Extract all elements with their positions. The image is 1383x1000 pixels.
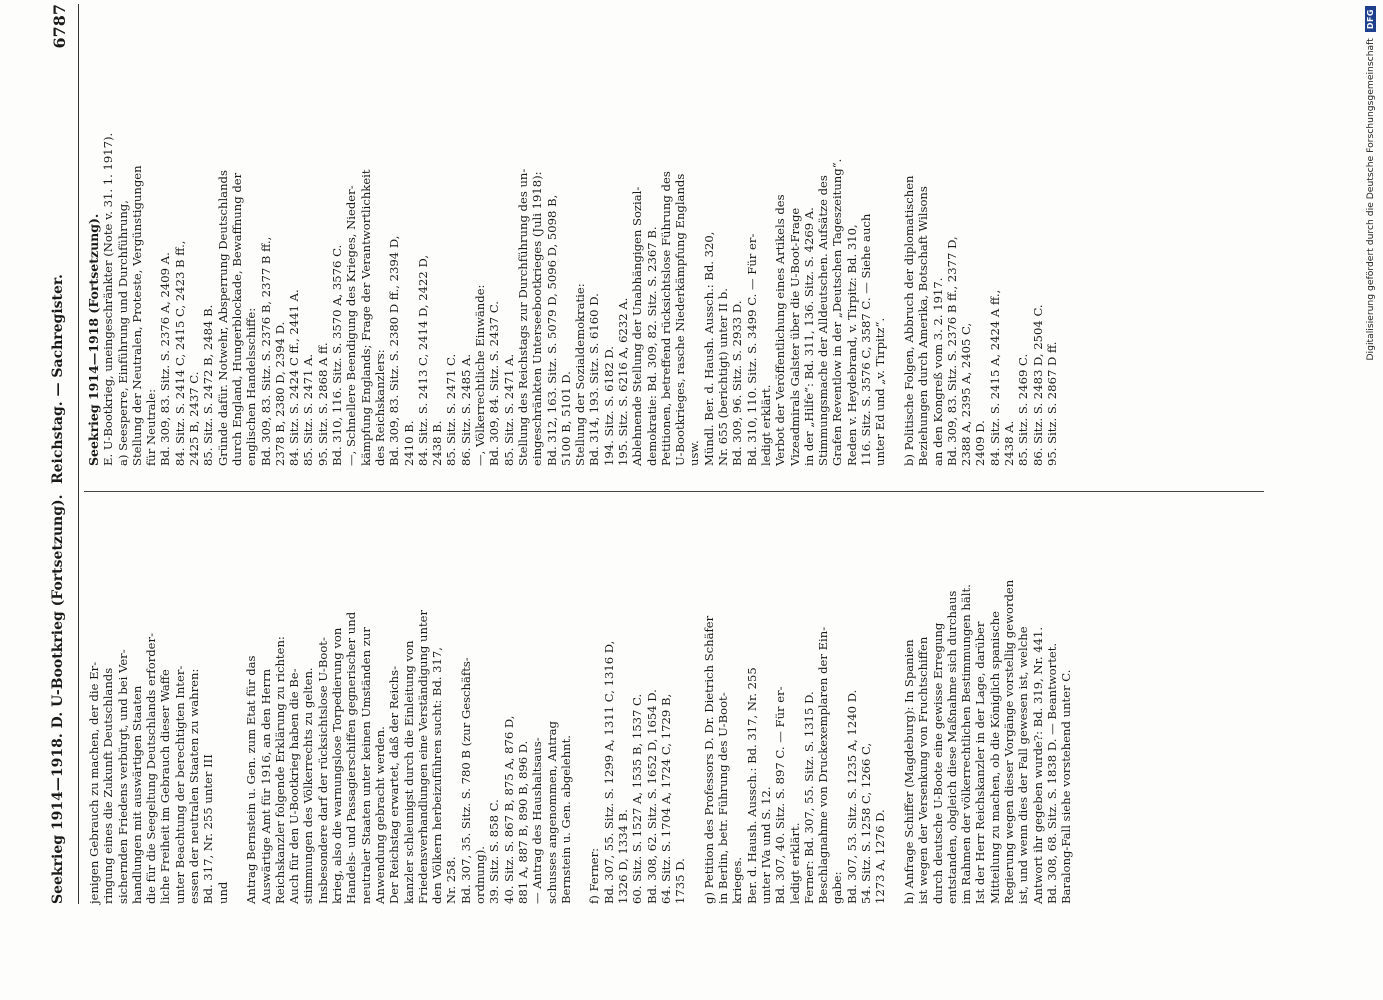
text-line: Anwendung gebracht werden. (372, 726, 387, 904)
text-line: krieges. (730, 856, 745, 904)
text-line: 2425 B, 2437 C. (187, 371, 202, 466)
text-line: Nr. 258. (444, 856, 459, 904)
text-line: Friedensverhandlungen eine Verständigung unter (415, 609, 430, 904)
text-line: eingeschränkten Unterseebootkrieges (Juli 1918): (530, 171, 545, 466)
text-line: —, Völkerrechtliche Einwände: (473, 284, 488, 466)
text-line: 881 A, 887 B, 890 B, 896 D. (515, 740, 530, 904)
text-line: Baralong-Fall siehe vorstehend unter C. (1059, 669, 1074, 904)
text-line: Mündl. Ber. d. Haush. Aussch.: Bd. 320, (701, 231, 716, 466)
text-line: Auch für den U-Bootkrieg haben die Be- (287, 668, 302, 904)
text-line: durch deutsche U-Boote eine gewisse Erregung (930, 622, 945, 904)
text-line: ledigt erklärt. (787, 822, 802, 904)
text-line: Bd. 312, 163. Sitz. S. 5079 D, 5096 D, 5098 B, (544, 194, 559, 466)
text-line: 2409 D. (973, 420, 988, 466)
text-line: 2378 B, 2380 D, 2394 D. (272, 321, 287, 466)
left-column (87, 464, 1073, 904)
text-line: 85. Sitz. S. 2471 A. (301, 353, 316, 466)
text-line: 84. Sitz. S. 2414 C, 2415 C, 2423 B ff., (172, 240, 187, 466)
text-line: 84. Sitz. S. 2413 C, 2414 D, 2422 D, (415, 254, 430, 466)
text-line: E. U-Bootkrieg, uneingeschränkter (Note v. 31. 1. 1917). (101, 132, 116, 466)
text-line: Bd. 309, 83. Sitz. S. 2376 B ff., 2377 D, (944, 236, 959, 466)
text-line: 54. Sitz. S. 1258 C, 1266 C, (859, 742, 874, 904)
text-line: 64. Sitz. S. 1704 A, 1724 C, 1729 B, (658, 693, 673, 904)
text-line: Auswärtige Amt für 1916, an den Herrn (258, 668, 273, 904)
text-line: in Berlin, betr. Führung des U-Boot- (716, 692, 731, 904)
text-line (888, 464, 902, 904)
text-line: usw. (687, 440, 702, 466)
text-line: englischen Handelsschiffe: (244, 307, 259, 466)
text-line: für Neutrale: (144, 388, 159, 466)
text-line: 194. Sitz. S. 6182 D. (601, 346, 616, 466)
text-line: 2388 A, 2395 A, 2405 C, (959, 322, 974, 466)
text-line: 60. Sitz. S. 1527 A, 1535 B, 1537 C. (630, 693, 645, 904)
text-line: Bd. 308, 68. Sitz. S. 1838 D. — Beantwortet. (1044, 642, 1059, 904)
header-left: Seekrieg 1914—1918. D. U-Bootkrieg (Fortsetzung). (50, 494, 66, 904)
text-line: Seekrieg 1914—1918 (Fortsetzung). (86, 213, 101, 466)
text-line: ledigt erklärt. (758, 384, 773, 466)
text-line: essen der neutralen Staaten zu wahren: (187, 668, 202, 904)
text-line: Vizeadmirals Galster über die U-Boot-Frage (787, 207, 802, 466)
text-line: in der „Hilfe“: Bd. 311, 136. Sitz. S. 4269 A. (801, 207, 816, 466)
text-line: Verbot der Veröffentlichung eines Artikels des (773, 194, 788, 466)
text-line: an den Kongreß vom 3. 2. 1917. (930, 277, 945, 466)
text-line: 95. Sitz. S. 2867 D ff. (1044, 341, 1059, 466)
text-line: 2410 B. (401, 420, 416, 466)
text-line: demokratie: Bd. 309, 82. Sitz. S. 2367 B. (644, 226, 659, 466)
text-line: 1735 D. (673, 858, 688, 904)
text-line: schusses angenommen, Antrag (544, 721, 559, 904)
text-line: f) Ferner: (587, 847, 602, 904)
text-line: Bd. 310, 116. Sitz. S. 3570 A, 3576 C. (330, 244, 345, 466)
text-line: 95. Sitz. S. 2868 A ff. (315, 342, 330, 466)
text-line (230, 464, 244, 904)
text-line: Reichskanzler folgende Erklärung zu richten: (272, 636, 287, 904)
text-line: den Völkern herbeizuführen sucht: Bd. 317, (430, 647, 445, 904)
text-line: 84. Sitz. S. 2415 A, 2424 A ff., (987, 289, 1002, 466)
text-line (573, 464, 587, 904)
text-line: b) Politische Folgen, Abbruch der diplomatischen (901, 175, 916, 466)
text-line: Grafen Reventlow in der „Deutschen Tageszeitung“. (830, 158, 845, 466)
text-line: Bd. 309, 83. Sitz. S. 2376 B, 2377 B ff., (258, 236, 273, 466)
text-line: entstanden, obgleich diese Maßnahme sich durchaus (944, 590, 959, 904)
text-line: handlungen mit auswärtigen Staaten (129, 685, 144, 904)
text-line: g) Petition des Professors D. Dr. Dietrich Schäfer (701, 615, 716, 904)
text-line: sichernden Friedens verbürgt, und bei Ver- (115, 649, 130, 904)
text-line (888, 26, 902, 466)
text-line: Bd. 314, 193. Sitz. S. 6160 D. (587, 293, 602, 466)
text-line: Nr. 655 (berichtigt) unter II b. (716, 288, 731, 466)
text-line: Stimmungsmache der Alldeutschen. Aufsätze des (816, 175, 831, 466)
running-header (50, 4, 74, 904)
text-line: Bd. 307, 55. Sitz. S. 1299 A, 1311 C, 1316 D, (601, 640, 616, 904)
text-line: Mitteilung zu machen, ob die Königlich spanische (987, 610, 1002, 904)
text-line: jenigen Gebrauch zu machen, der die Er- (87, 661, 101, 904)
text-line: krieg, also die warnungslose Torpedierung von (330, 627, 345, 904)
text-line: Bd. 307, 53. Sitz. S. 1235 A, 1240 D. (844, 689, 859, 904)
text-line: im Rahmen der völkerrechtlichen Bestimmungen hält. (959, 584, 974, 904)
text-line: und (215, 881, 230, 904)
text-line: 1326 D, 1334 B. (615, 809, 630, 904)
text-line: kämpfung Englands; Frage der Verantwortlichkeit (358, 169, 373, 466)
text-line: Antrag Bernstein u. Gen. zum Etat für das (244, 655, 259, 904)
text-line: 39. Sitz. S. 858 C. (487, 799, 502, 904)
digitization-stamp (1359, 6, 1381, 994)
text-line: Bernstein u. Gen. abgelehnt. (558, 735, 573, 904)
text-line: Bd. 310, 110. Sitz. S. 3499 C. — Für er- (744, 233, 759, 466)
text-line: Bd. 317, Nr. 255 unter III (201, 754, 216, 904)
text-line: ringung eines die Zukunft Deutschlands (101, 667, 116, 904)
text-line (687, 464, 701, 904)
text-line: Stellung der Neutralen, Proteste, Vergünstigungen (129, 165, 144, 466)
text-line: Bd. 307, 40. Sitz. S. 897 C. — Für er- (773, 686, 788, 904)
text-line: Bd. 309, 83. Sitz. S. 2376 A, 2409 A. (158, 252, 173, 466)
text-line: 195. Sitz. S. 6216 A, 6232 A. (615, 297, 630, 466)
text-line: Beziehungen durch Amerika, Botschaft Wilsons (916, 186, 931, 466)
text-line: Insbesondere darf der rücksichtslose U-Boot- (315, 637, 330, 904)
header-center: Reichstag. — Sachregister. (50, 274, 66, 484)
dfg-logo-icon: DFG (1365, 6, 1376, 32)
text-line: Bd. 309, 84. Sitz. S. 2437 C. (487, 301, 502, 466)
text-line: h) Anfrage Schiffer (Magdeburg): In Spanien (901, 639, 916, 904)
text-line: 1273 A, 1276 D. (873, 809, 888, 904)
text-line: 85. Sitz. S. 2471 C. (444, 353, 459, 466)
text-line: U-Bootkrieges, rasche Niederkämpfung Englands (673, 173, 688, 466)
text-line: durch England, Hungerblockade, Bewaffnung der (229, 172, 244, 466)
text-line: Ist der Herr Reichskanzler in der Lage, darüber (973, 621, 988, 904)
text-line: Ferner: Bd. 307, 55. Sitz. S. 1315 D. (801, 691, 816, 904)
text-line: die für die Seegeltung Deutschlands erforder- (144, 633, 159, 904)
text-line: Stellung des Reichstags zur Durchführung des un- (515, 168, 530, 466)
text-line: a) Seesperre, Einführung und Durchführung, (115, 200, 130, 466)
text-line: Bd. 308, 62. Sitz. S. 1652 D, 1654 D. (644, 689, 659, 904)
text-line: Bd. 309, 83. Sitz. S. 2380 D ff., 2394 D, (387, 235, 402, 466)
text-line: Petitionen, betreffend rücksichtslose Führung des (658, 171, 673, 466)
text-line: unter Ed und „v. Tirpitz“. (873, 317, 888, 466)
text-line: gabe: (830, 871, 845, 904)
text-line: stimmungen des Völkerrechts zu gelten. (301, 667, 316, 904)
text-line: 84. Sitz. S. 2424 C ff., 2441 A. (287, 289, 302, 466)
text-line: Stellung der Sozialdemokratie: (573, 283, 588, 466)
text-line: 85. Sitz. S. 2469 C. (1016, 353, 1031, 466)
text-line: des Reichskanzlers: (372, 349, 387, 466)
text-line: Beschlagnahme von Druckexemplaren der Ein- (816, 626, 831, 904)
text-line: ist wegen der Versenkung von Fruchtschiffen (916, 636, 931, 904)
text-line: 86. Sitz. S. 2485 A. (458, 353, 473, 466)
text-line: Reden v. Heydebrand, v. Tirpitz: Bd. 310, (844, 224, 859, 466)
text-line: Regierung wegen dieser Vorgänge vorstellig geworden (1002, 579, 1016, 904)
text-line: unter IVa und S. 12. (758, 786, 773, 904)
text-line: unter Beachtung der berechtigten Inter- (172, 665, 187, 904)
text-line: 40. Sitz. S. 867 B, 875 A, 876 D, (501, 715, 516, 904)
text-line: — Antrag des Haushaltsaus- (530, 737, 545, 904)
text-line: 2438 B. (430, 420, 445, 466)
header-rule (78, 4, 79, 904)
text-line: Handels- und Passagierschiffen gegnerischer und (344, 611, 359, 904)
text-line: liche Freiheit im Gebrauch dieser Waffe (158, 669, 173, 904)
text-line: Der Reichstag erwartet, daß der Reichs- (387, 665, 402, 904)
text-line: Antwort ihr gegeben wurde?: Bd. 319, Nr. 441. (1030, 626, 1045, 904)
text-line: 116. Sitz. S. 3576 C, 3587 C. — Siehe auch (859, 213, 874, 466)
text-line: Bd. 307, 35. Sitz. S. 780 B (zur Geschäfts- (458, 657, 473, 904)
text-line: Ablehnende Stellung der Unabhängigen Sozial- (630, 186, 645, 466)
text-line: kanzler schleunigst durch die Einleitung von (401, 640, 416, 904)
text-line: 86. Sitz. S. 2483 D, 2504 C. (1030, 304, 1045, 466)
text-line: ordnung). (473, 846, 488, 904)
text-line: ist, und wenn dies der Fall gewesen ist, welche (1016, 626, 1031, 904)
text-line: neutraler Staaten unter keinen Umständen zur (358, 627, 373, 904)
text-line: Ber. d. Haush. Aussch.: Bd. 317, Nr. 255 (744, 667, 759, 904)
text-line: Gründe dafür. Notwehr, Absperrung Deutschlands (215, 170, 230, 466)
text-line: 85. Sitz. S. 2471 A. (501, 353, 516, 466)
text-line: 5100 B, 5101 D. (558, 371, 573, 466)
text-line: 85. Sitz. S. 2472 B, 2484 B. (201, 304, 216, 466)
right-column (87, 26, 1059, 466)
stamp-text: Digitalisierung gefördert durch die Deutsche Forschungsgemeinschaft (1364, 38, 1376, 361)
page-number: 6787 (50, 4, 69, 49)
text-line: Bd. 309, 96. Sitz. S. 2933 D. (730, 300, 745, 466)
text-line: —, Schnellere Beendigung des Krieges, Nieder- (344, 185, 359, 466)
text-line: 2438 A. (1002, 420, 1016, 466)
